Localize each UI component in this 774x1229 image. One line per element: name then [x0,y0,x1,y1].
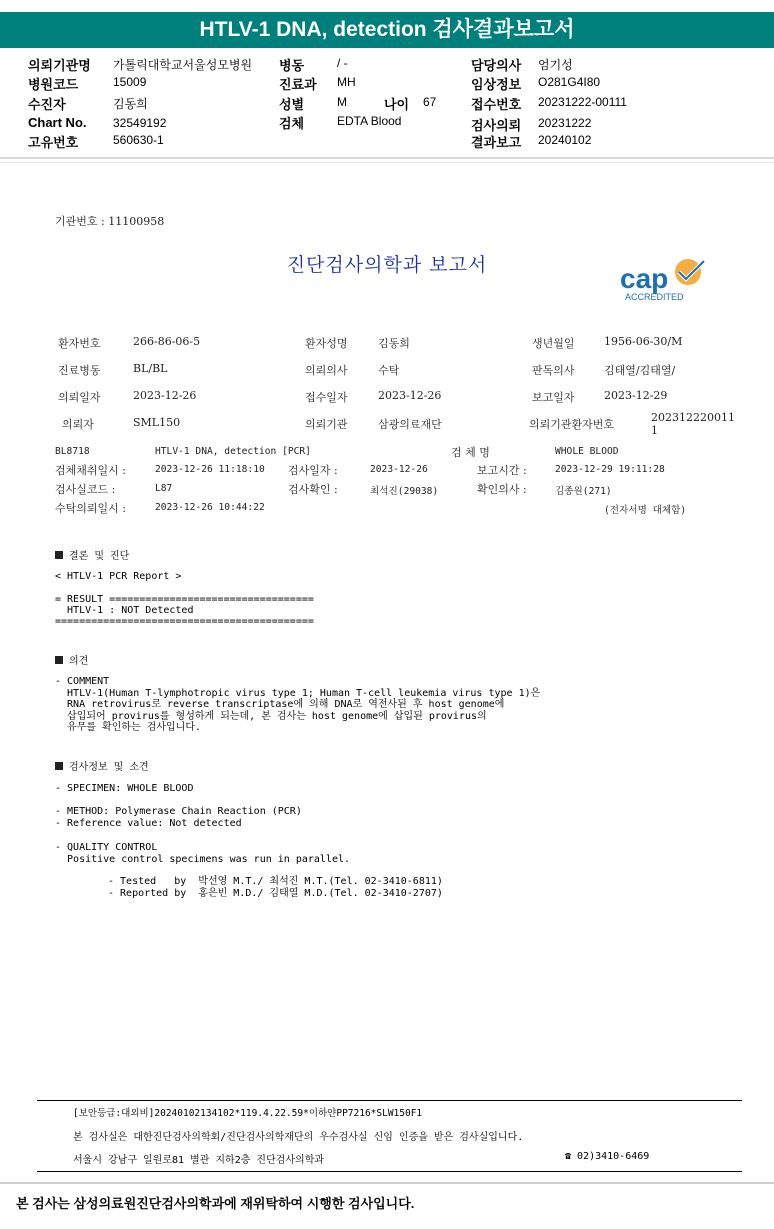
lab-code-label: 검사실코드 : [55,483,116,496]
section-opinion-heading [55,652,88,667]
result-report-value: 20240102 [538,133,592,147]
clinic-ward-value: BL/BL [133,362,168,375]
dept-label: 진료과 [279,77,317,92]
staff-block [108,876,443,899]
result-header-line: = RESULT ================================== [55,594,314,605]
cap-accredited-logo [618,256,718,304]
result-end-line: =========================================== [55,616,314,627]
comment-line: RNA retrovirus로 reverse transcriptase에 의해 DNA로 역전사된 후 host genome에 [55,699,505,710]
report-date-value: 2023-12-29 [604,389,668,402]
dob-label: 생년월일 [532,337,575,350]
report-title-bar: HTLV-1 DNA, detection 검사결과보고서 [0,12,774,48]
sex-value: M [337,95,347,109]
reading-doctor-value: 김태열/김태열/ [604,364,676,377]
hospital-label: 의뢰기관명 [28,58,91,73]
hospital-value: 가톨릭대학교서울성모병원 [113,58,253,72]
consign-time-label: 수탁의뢰일시 : [55,502,126,515]
receipt-date-label: 접수일자 [305,391,348,404]
reference-line: - Reference value: Not detected [55,817,242,829]
age-label: 나이 [384,97,410,112]
cap-logo-graphic [618,256,718,304]
test-date-label: 검사일자 : [288,464,338,477]
consign-time-value: 2023-12-26 10:44:22 [155,502,265,513]
org-number: 기관번호 : 11100958 [55,215,165,228]
report-time-label: 보고시간 : [477,464,527,477]
specimen-label: 검체 [279,116,305,131]
receipt-date-value: 2023-12-26 [378,389,442,402]
reported-by-line: - Reported by 홍은빈 M.D./ 김태열 M.D.(Tel. 02-3410-2707) [108,887,443,899]
comment-line: HTLV-1(Human T-lymphotropic virus type 1; Human T-cell leukemia virus type 1)은 [55,687,541,699]
unique-id-value: 560630-1 [113,133,164,147]
document-title: 진단검사의학과 보고서 [286,254,488,276]
address-line: 서울시 강남구 일원로81 별관 지하2층 진단검사의학과 [73,1155,325,1166]
footer-divider-bottom [37,1171,742,1172]
requesting-org-value: 삼광의료재단 [378,418,442,431]
requester-label: 의뢰자 [62,418,94,431]
comment-line: 유무를 확인하는 검사입니다. [55,722,202,733]
comment-heading: - COMMENT [55,676,110,687]
bottom-divider [0,1182,774,1184]
patient-name-label: 환자성명 [305,337,348,350]
referral-note: 본 검사는 삼성의료원진단검사의학과에 재위탁하여 시행한 검사입니다. [16,1196,415,1211]
patient-no-value: 266-86-06-5 [133,335,201,348]
doctor-label: 담당의사 [471,58,522,73]
confirming-doctor-label: 확인의사 : [477,483,527,496]
doctor-value: 엄기성 [538,58,573,72]
section-conclusion-title: 결론 및 진단 [69,551,130,562]
test-request-value: 20231222 [538,116,592,130]
method-block [55,806,302,829]
test-confirm-label: 검사확인 : [288,483,338,496]
qc-block [55,842,350,865]
requesting-doctor-value: 수탁 [378,364,400,377]
clinic-ward-label: 진료병동 [58,364,101,377]
test-code: BL8718 [55,446,90,457]
method-line: - METHOD: Polymerase Chain Reaction (PCR) [55,806,302,817]
patient-name-value: 김동희 [378,337,410,350]
clinical-info-label: 임상정보 [471,77,522,92]
sex-label: 성별 [279,97,305,112]
requesting-org-label: 의뢰기관 [305,418,348,431]
phone-line: ☎ 02)3410-6469 [565,1151,650,1162]
e-signature-note: (전자서명 대체함) [604,505,687,516]
org-patient-no-label: 의뢰기관환자번호 [529,418,615,431]
footer-divider-top [37,1100,742,1101]
lab-code-value: L87 [155,483,173,494]
comment-line: 삽입되어 provirus를 형성하게 되는데, 본 검사는 host genome에 삽입된 provirus의 [55,710,487,722]
test-date-value: 2023-12-26 [370,464,428,475]
org-patient-no-value-line1: 202312220011 [651,411,735,424]
section-bullet-icon [55,762,63,770]
cap-accredited-text: ACCREDITED [625,292,684,302]
patient-no-label: 환자번호 [58,337,101,350]
chart-no-label: Chart No. [28,115,87,130]
ward-value: / - [337,56,348,70]
header-divider [0,157,774,159]
qc-line: Positive control specimens was run in parallel. [55,853,351,865]
chart-no-value: 32549192 [113,116,167,130]
requesting-doctor-label: 의뢰의사 [305,364,348,377]
confirming-doctor-value: 김종원(271) [555,486,612,497]
qc-heading: - QUALITY CONTROL [55,842,158,853]
cap-logo-text: cap [620,263,669,294]
dept-value: MH [337,75,356,89]
reading-doctor-label: 판독의사 [532,364,575,377]
result-block [55,594,314,627]
ward-label: 병동 [279,58,305,73]
section-opinion-title: 의견 [69,656,89,667]
age-value: 67 [423,95,437,109]
section-bullet-icon [55,656,63,664]
pcr-report-heading: < HTLV-1 PCR Report > [55,571,182,582]
test-name: HTLV-1 DNA, detection [PCR] [155,446,311,457]
unique-id-label: 고유번호 [28,135,79,150]
security-grade-line: [보안등급:대외비]20240102134102*119.4.22.59*이하얀PP7216*SLW150F1 [73,1108,423,1119]
section-bullet-icon [55,551,63,559]
receipt-no-value: 20231222-00111 [538,95,627,109]
tested-by-line: - Tested by 박선영 M.T./ 최석진 M.T.(Tel. 02-3410-6811) [108,876,443,887]
specimen-name-value: WHOLE BLOOD [555,446,619,457]
header-divider-light [0,162,774,163]
collection-time-value: 2023-12-26 11:18:10 [155,464,265,475]
requester-value: SML150 [133,416,181,429]
patient-value: 김동희 [113,97,148,111]
report-time-value: 2023-12-29 19:11:28 [555,464,665,475]
org-patient-no-value-line2: 1 [651,424,658,437]
test-confirm-value: 최석진(29038) [370,486,439,497]
clinical-info-value: O281G4I80 [538,75,601,89]
specimen-value: EDTA Blood [337,114,402,128]
section-conclusion-heading [55,547,129,562]
section-testinfo-heading [55,758,149,773]
comment-block [55,676,540,734]
section-testinfo-title: 검사정보 및 소견 [69,762,149,773]
result-report-label: 결과보고 [471,135,522,150]
result-value-line: HTLV-1 : NOT Detected [55,605,194,616]
specimen-name-label: 검 체 명 [451,446,490,459]
request-date-label: 의뢰일자 [58,391,101,404]
collection-time-label: 검체채취일시 : [55,464,126,477]
certification-line: 본 검사실은 대한진단검사의학회/진단검사의학재단의 우수검사실 신임 인증을 받은 검사실입니다. [73,1132,524,1143]
receipt-no-label: 접수번호 [471,97,522,112]
hospital-code-value: 15009 [113,75,147,89]
test-request-label: 검사의뢰 [471,118,522,133]
dob-value: 1956-06-30/M [604,335,683,348]
report-date-label: 보고일자 [532,391,575,404]
request-date-value: 2023-12-26 [133,389,197,402]
patient-label: 수진자 [28,97,66,112]
specimen-line: - SPECIMEN: WHOLE BLOOD [55,783,194,794]
hospital-code-label: 병원코드 [28,77,79,92]
